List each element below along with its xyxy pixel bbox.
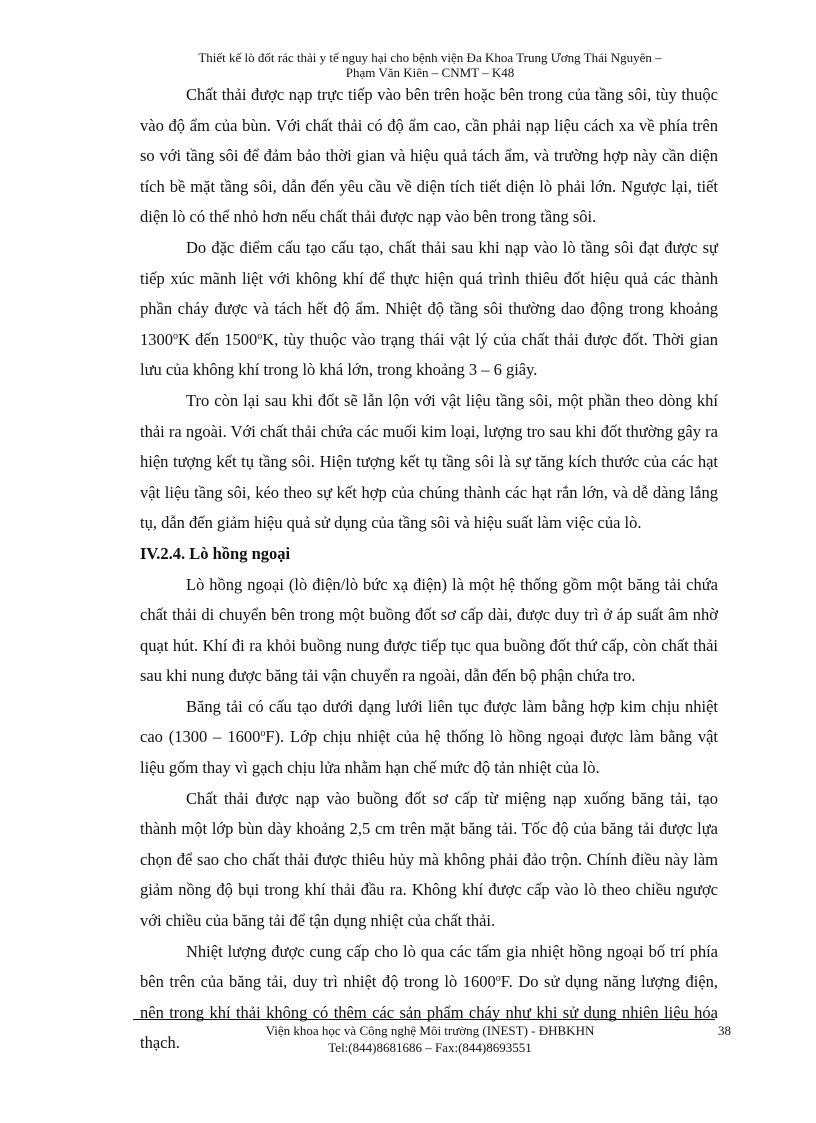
section-heading: IV.2.4. Lò hồng ngoại [140, 543, 291, 563]
paragraph-infrared-description: Lò hồng ngoại (lò điện/lò bức xạ điện) là một hệ thống gồm một băng tải chứa chất thải di chuyển bên trong một buồng đốt sơ cấp dài, được duy trì ở áp suất âm nhờ quạt hút. Khí đi ra khỏi buồng nung được tiếp tục qua buồng đốt thứ cấp, còn chất thải sau khi nung được băng tải vận chuyển ra ngoài, dẫn đến bộ phận chứa tro. [140, 574, 718, 686]
paragraph-fluidized-bed-feeding: Chất thải được nạp trực tiếp vào bên trên hoặc bên trong của tầng sôi, tùy thuộc vào độ ẩm của bùn. Với chất thải có độ ẩm cao, cần phải nạp liệu cách xa về phía trên so với tầng sôi để đảm bảo thời gian và hiệu quả tách ẩm, và trường hợp này cần diện tích bề mặt tầng sôi, dẫn đến yêu cầu về diện tích tiết diện lò phải lớn. Ngược lại, tiết diện lò có thể nhỏ hơn nếu chất thải được nạp vào bên trong tầng sôi. [140, 85, 718, 227]
superscript: o [257, 330, 263, 342]
page-footer [140, 1022, 720, 1056]
text-run: Nhiệt lượng được cung cấp cho lò qua các tấm gia nhiệt hồng ngoại bố trí phía bên trên của băng tải, duy trì nhiệt độ trong lò 1600 [140, 941, 718, 992]
text-run: K đến 1500 [178, 329, 258, 349]
superscript: o [260, 728, 266, 740]
header-title-line: Thiết kế lò đốt rác thải y tế nguy hại cho bệnh viện Đa Khoa Trung Ương Thái Nguyên – [198, 50, 662, 65]
footer-divider [133, 1019, 715, 1020]
page-number: 38 [718, 1023, 731, 1038]
superscript: o [173, 330, 178, 342]
text-run: K, tùy thuộc vào trạng thái vật lý của chất thải được đốt. Thời gian lưu của không khí trong lò khá lớn, trong khoảng 3 – 6 giây. [140, 329, 718, 380]
paragraph-fluidized-bed-temperature [140, 233, 718, 386]
text-run: F). Lớp chịu nhiệt của hệ thống lò hồng ngoại được làm bằng vật liệu gốm thay vì gạch chịu lửa nhằm hạn chế mức độ tản nhiệt của lò. [140, 727, 718, 778]
document-body [140, 80, 718, 1059]
text-run: Băng tải có cấu tạo dưới dạng lưới liên tục được làm bằng hợp kim chịu nhiệt cao (1300 – 1600 [140, 696, 718, 747]
text-run: Do đặc điểm cấu tạo cấu tạo, chất thải sau khi nạp vào lò tầng sôi đạt được sự tiếp xúc mãnh liệt với không khí để thực hiện quá trình thiêu đốt hiệu quả các thành phần cháy được và tách hết độ ẩm. Nhiệt độ tầng sôi thường dao động trong khoảng 1300 [140, 237, 718, 349]
page-header [140, 50, 720, 80]
superscript: o [495, 973, 501, 985]
text-run: F. Do sử dụng năng lượng điện, nên trong khí thải không có thêm các sản phẩm cháy như khi sử dụng nhiên liệu hóa thạch. [140, 972, 718, 1053]
paragraph-waste-feeding: Chất thải được nạp vào buồng đốt sơ cấp từ miệng nạp xuống băng tải, tạo thành một lớp bùn dày khoảng 2,5 cm trên mặt băng tải. Tốc độ của băng tải được lựa chọn để sao cho chất thải được thiêu hủy mà không phải đảo trộn. Chính điều này làm giảm nồng độ bụi trong khí thải đầu ra. Không khí được cấp vào lò theo chiều ngược với chiều của băng tải để tận dụng nhiệt của chất thải. [140, 788, 718, 931]
paragraph-conveyor-structure [140, 692, 718, 784]
paragraph-ash-agglomeration: Tro còn lại sau khi đốt sẽ lẫn lộn với vật liệu tầng sôi, một phần theo dòng khí thải ra ngoài. Với chất thải chứa các muối kim loại, lượng tro sau khi đốt thường gây ra hiện tượng kết tụ tầng sôi. Hiện tượng kết tụ tầng sôi là sự tăng kích thước của các hạt vật liệu tầng sôi, kéo theo sự kết hợp của chúng thành các hạt rắn lớn, và dễ dàng lắng tụ, dẫn đến giảm hiệu quả sử dụng của tầng sôi và hiệu suất làm việc của lò. [140, 390, 718, 533]
footer-institution: Viện khoa học và Công nghệ Môi trường (INEST) - ĐHBKHN [265, 1023, 595, 1038]
header-author-line: Phạm Văn Kiên – CNMT – K48 [345, 65, 515, 80]
footer-contact: Tel:(844)8681686 – Fax:(844)8693551 [328, 1040, 532, 1055]
